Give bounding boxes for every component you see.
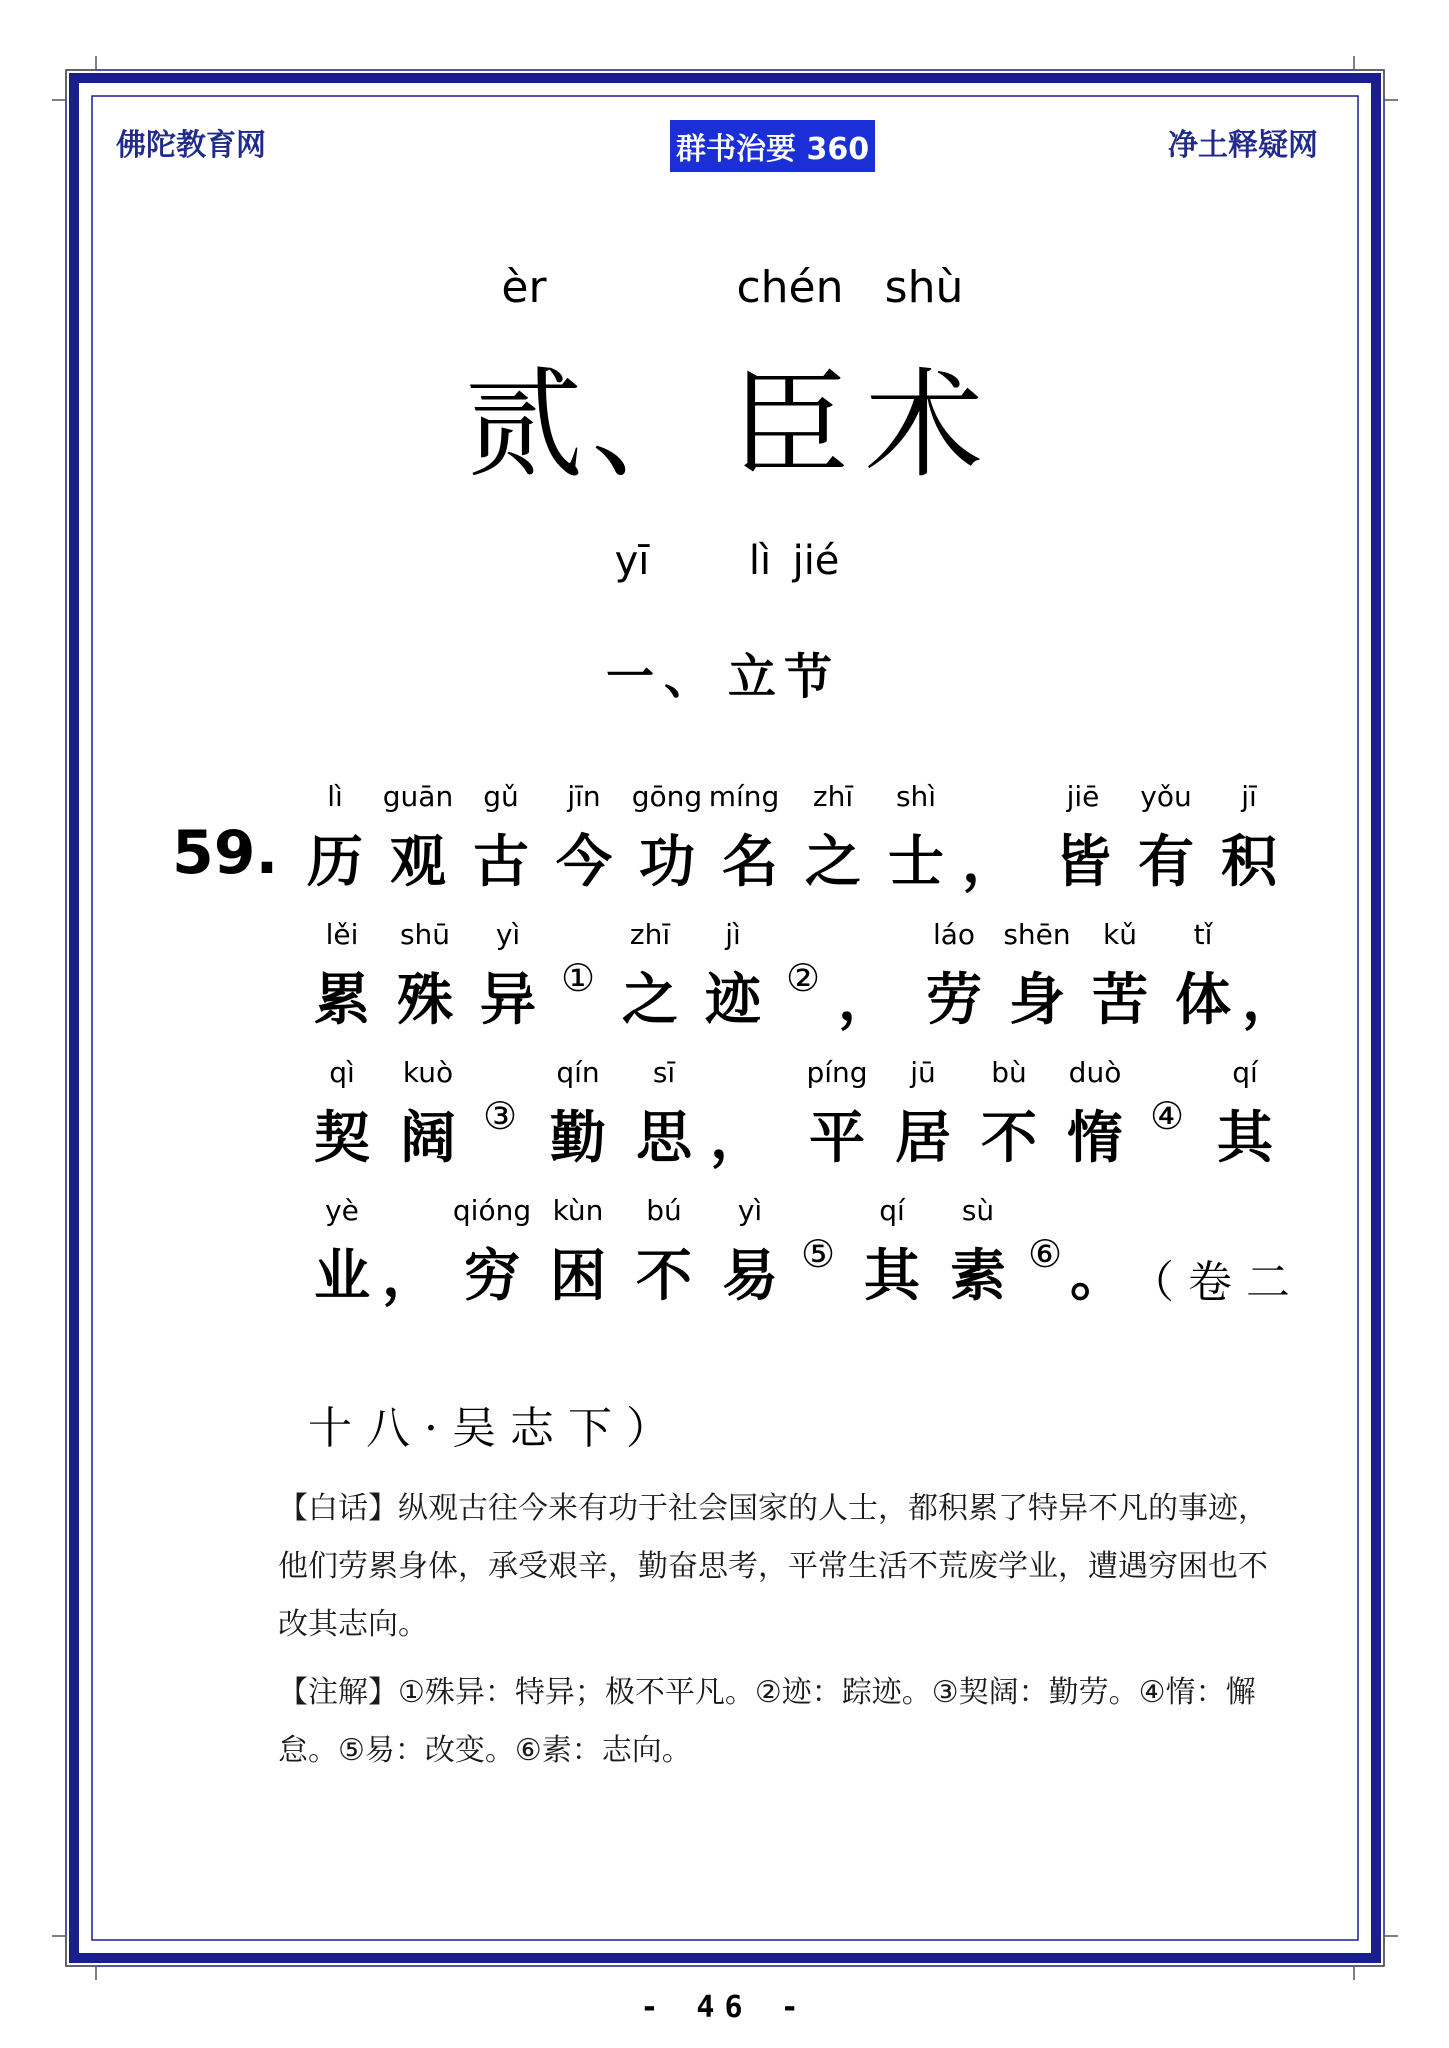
verse-char: 居 bbox=[895, 1105, 951, 1171]
verse-char: 穷 bbox=[464, 1243, 520, 1309]
verse-pinyin: sù bbox=[961, 1194, 995, 1227]
verse-punct: ， bbox=[710, 1105, 766, 1171]
verse-char: 思 bbox=[636, 1105, 692, 1171]
subtitle-char: 节 bbox=[783, 649, 833, 705]
verse-char: 观 bbox=[390, 829, 446, 895]
subtitle-pinyin: jié bbox=[792, 538, 840, 584]
header-left-site: 佛陀教育网 bbox=[116, 128, 266, 163]
title-char: 、 bbox=[590, 356, 710, 494]
verse-pinyin: shì bbox=[895, 780, 937, 813]
subtitle-char: 一 bbox=[605, 649, 655, 705]
verse-pinyin: míng bbox=[708, 780, 780, 813]
footnote-marker: ④ bbox=[1149, 1094, 1185, 1138]
verse-pinyin: gōng bbox=[631, 780, 703, 813]
verse-char: 名 bbox=[722, 829, 778, 895]
verse-char: 历 bbox=[307, 829, 363, 895]
verse-pinyin: duò bbox=[1068, 1056, 1122, 1089]
verse-pinyin: yì bbox=[737, 1194, 763, 1227]
verse-char: 惰 bbox=[1067, 1105, 1123, 1171]
verse-pinyin: lì bbox=[327, 780, 343, 813]
verse-pinyin: kùn bbox=[552, 1194, 604, 1227]
subtitle-pinyin: yī bbox=[614, 538, 650, 584]
verse-pinyin: kuò bbox=[402, 1056, 454, 1089]
annotation-notes: 【注解】①殊异：特异；极不平凡。②迹：踪迹。③契阔：勤劳。④惰：懈怠。⑤易：改变。⑥素：志向。 bbox=[278, 1675, 1256, 1768]
verse-char: 之 bbox=[805, 829, 861, 895]
header-right-site: 净土释疑网 bbox=[1168, 128, 1318, 163]
verse-pinyin: qí bbox=[879, 1194, 905, 1227]
subtitle-char: 立 bbox=[727, 649, 777, 705]
verse-char: 身 bbox=[1009, 967, 1065, 1033]
verse-pinyin: qióng bbox=[452, 1194, 532, 1227]
verse-char: 困 bbox=[550, 1243, 606, 1309]
verse-pinyin: yǒu bbox=[1140, 780, 1192, 813]
footnote-marker: ② bbox=[785, 956, 821, 1000]
verse-number: 59. bbox=[172, 818, 279, 888]
verse-pinyin: qì bbox=[329, 1056, 355, 1089]
verse-punct: 。 bbox=[1070, 1243, 1126, 1309]
verse-char: 有 bbox=[1138, 829, 1194, 895]
title-char: 术 bbox=[864, 356, 984, 494]
verse-pinyin: shēn bbox=[1003, 918, 1071, 951]
verse-char: 业 bbox=[314, 1243, 370, 1309]
verse-pinyin: jīn bbox=[567, 780, 601, 813]
verse-char: 积 bbox=[1221, 829, 1277, 895]
verse-pinyin: gǔ bbox=[483, 780, 519, 813]
verse-punct: ， bbox=[838, 967, 894, 1033]
title-pinyin: èr bbox=[501, 262, 547, 313]
verse-char: 迹 bbox=[705, 967, 761, 1033]
verse-char: 素 bbox=[950, 1243, 1006, 1309]
verse-char: 契 bbox=[314, 1105, 370, 1171]
verse-punct: ， bbox=[962, 829, 1018, 895]
verse-pinyin: zhī bbox=[812, 780, 854, 813]
verse-char: 其 bbox=[1217, 1105, 1273, 1171]
verse-pinyin: lěi bbox=[325, 918, 359, 951]
verse-char: 体 bbox=[1175, 967, 1231, 1033]
verse-punct: ， bbox=[382, 1243, 438, 1309]
verse-pinyin: yì bbox=[495, 918, 521, 951]
verse-char: 平 bbox=[809, 1105, 865, 1171]
verse-pinyin: yè bbox=[325, 1194, 359, 1227]
verse-char: 不 bbox=[981, 1105, 1037, 1171]
verse-pinyin: kǔ bbox=[1103, 918, 1137, 951]
footnote-marker: ③ bbox=[482, 1094, 518, 1138]
source-citation-end: 十八·吴志下） bbox=[308, 1403, 684, 1454]
verse-pinyin: sī bbox=[652, 1056, 676, 1089]
verse-char: 累 bbox=[314, 967, 370, 1033]
verse-pinyin: píng bbox=[806, 1056, 868, 1089]
verse-pinyin: jū bbox=[910, 1056, 936, 1089]
verse-char: 勤 bbox=[550, 1105, 606, 1171]
verse-char: 功 bbox=[639, 829, 695, 895]
verse-char: 殊 bbox=[397, 967, 453, 1033]
verse-pinyin: jī bbox=[1241, 780, 1257, 813]
title-char: 臣 bbox=[730, 356, 850, 494]
title-pinyin: shù bbox=[884, 262, 964, 313]
page-number: - 46 - bbox=[640, 1990, 809, 2025]
verse-char: 古 bbox=[473, 829, 529, 895]
verse-char: 今 bbox=[556, 829, 612, 895]
footnote-marker: ① bbox=[560, 956, 596, 1000]
subtitle-char: 、 bbox=[663, 649, 713, 705]
subtitle-pinyin: lì bbox=[748, 538, 772, 584]
verse-char: 阔 bbox=[400, 1105, 456, 1171]
verse-pinyin: jì bbox=[725, 918, 741, 951]
verse-char: 苦 bbox=[1092, 967, 1148, 1033]
verse-pinyin: shū bbox=[399, 918, 451, 951]
title-pinyin: chén bbox=[736, 262, 844, 313]
verse-pinyin: tǐ bbox=[1193, 918, 1213, 951]
verse-pinyin: qí bbox=[1232, 1056, 1258, 1089]
verse-char: 不 bbox=[636, 1243, 692, 1309]
verse-char: 士 bbox=[888, 829, 944, 895]
verse-pinyin: bú bbox=[646, 1194, 682, 1227]
verse-char: 皆 bbox=[1055, 829, 1111, 895]
verse-char: 之 bbox=[622, 967, 678, 1033]
footnote-marker: ⑤ bbox=[800, 1232, 836, 1276]
verse-pinyin: guān bbox=[382, 780, 454, 813]
verse-pinyin: jiē bbox=[1066, 780, 1100, 813]
verse-char: 劳 bbox=[926, 967, 982, 1033]
verse-pinyin: zhī bbox=[629, 918, 671, 951]
verse-char: 异 bbox=[480, 967, 536, 1033]
verse-punct: ， bbox=[1242, 967, 1298, 1033]
verse-char: 易 bbox=[722, 1243, 778, 1309]
verse-char: 其 bbox=[864, 1243, 920, 1309]
vernacular-translation: 【白话】纵观古往今来有功于社会国家的人士，都积累了特异不凡的事迹，他们劳累身体，承受艰辛，勤奋思考，平常生活不荒废学业，遭遇穷困也不改其志向。 bbox=[278, 1491, 1268, 1642]
verse-pinyin: láo bbox=[932, 918, 976, 951]
header-book-title: 群书治要 360 bbox=[670, 120, 875, 172]
verse-pinyin: bù bbox=[991, 1056, 1027, 1089]
footnote-marker: ⑥ bbox=[1027, 1232, 1063, 1276]
title-char: 贰 bbox=[464, 356, 584, 494]
source-citation-start: （卷二 bbox=[1130, 1257, 1304, 1308]
verse-pinyin: qín bbox=[556, 1056, 600, 1089]
